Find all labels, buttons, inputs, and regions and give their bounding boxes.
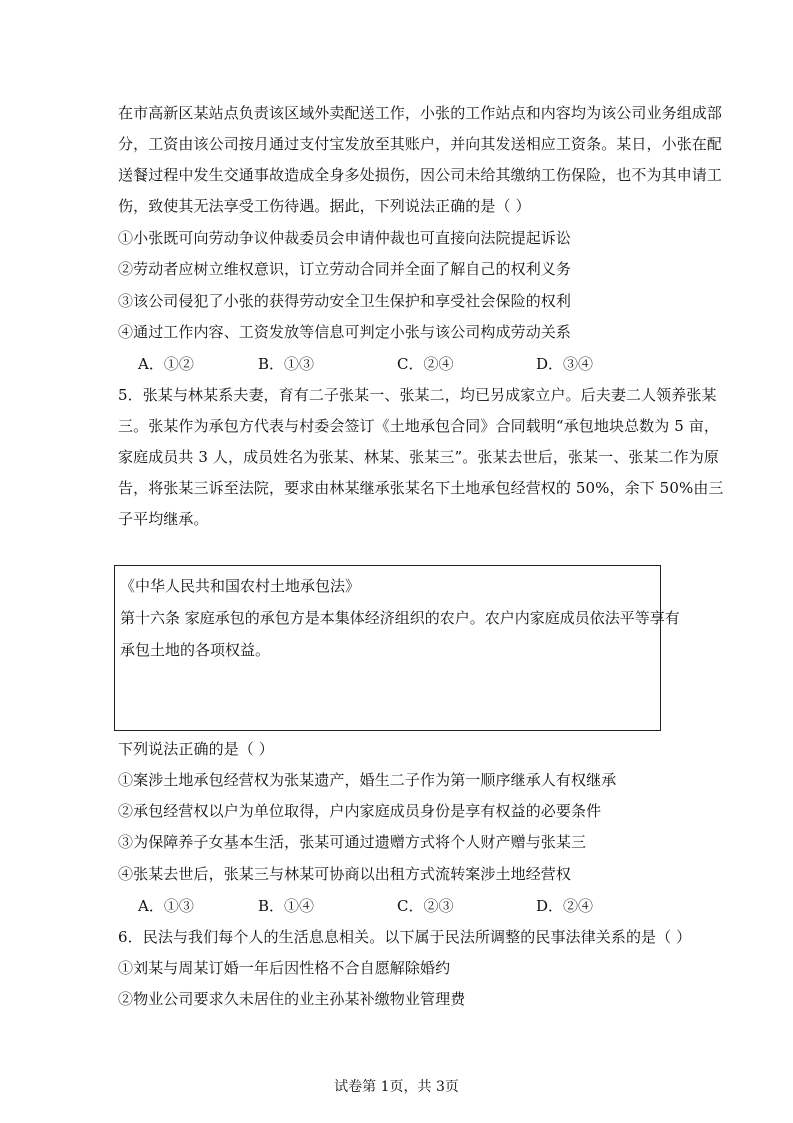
q5-option-d[interactable]: D．②④ <box>536 897 594 915</box>
q4-option-b[interactable]: B．①③ <box>258 355 315 373</box>
q4-item-2: ②劳动者应树立维权意识，订立劳动合同并全面了解自己的权利义务 <box>118 260 572 278</box>
q5-item-3: ③为保障养子女基本生活，张某可通过遗赠方式将个人财产赠与张某三 <box>118 833 587 851</box>
q4-options <box>118 354 678 374</box>
law-title: 《中华人民共和国农村土地承包法》 <box>120 577 361 595</box>
law-text-line-1: 第十六条 家庭承包的承包方是本集体经济组织的农户。农户内家庭成员依法平等享有 <box>120 609 680 627</box>
q5-item-1: ①案涉土地承包经营权为张某遗产，婚生二子作为第一顺序继承人有权继承 <box>118 771 617 789</box>
page-footer: 试卷第 1页，共 3页 <box>334 1079 459 1095</box>
q5-stem-line-3: 家庭成员共 3 人，成员姓名为张某、林某、张某三”。张某去世后，张某一、张某二作为原 <box>118 448 719 466</box>
q4-option-a[interactable]: A．①② <box>138 355 194 373</box>
q6-stem: 6．民法与我们每个人的生活息息相关。以下属于民法所调整的民事法律关系的是（ ） <box>118 928 692 946</box>
q5-item-2: ②承包经营权以户为单位取得，户内家庭成员身份是享有权益的必要条件 <box>118 802 602 820</box>
q4-stem-line-1: 在市高新区某站点负责该区域外卖配送工作，小张的工作站点和内容均为该公司业务组成部 <box>118 104 723 122</box>
q5-stem-line-1: 5．张某与林某系夫妻，育有二子张某一、张某二，均已另成家立户。后夫妻二人领养张某 <box>118 386 717 404</box>
q6-item-1: ①刘某与周某订婚一年后因性格不合自愿解除婚约 <box>118 959 451 977</box>
q5-stem-line-5: 子平均继承。 <box>118 510 209 528</box>
q5-option-c[interactable]: C．②③ <box>397 897 454 915</box>
q4-option-c[interactable]: C．②④ <box>397 355 454 373</box>
q4-stem-line-2: 分，工资由该公司按月通过支付宝发放至其账户，并向其发送相应工资条。某日，小张在配 <box>118 135 723 153</box>
law-excerpt-box <box>114 565 680 731</box>
q4-item-1: ①小张既可向劳动争议仲裁委员会申请仲裁也可直接向法院提起诉讼 <box>118 229 572 247</box>
q4-item-3: ③该公司侵犯了小张的获得劳动安全卫生保护和享受社会保险的权利 <box>118 292 572 310</box>
q5-stem-line-2: 三。张某作为承包方代表与村委会签订《土地承包合同》合同载明“承包地块总数为 5 亩， <box>118 417 719 435</box>
q5-question: 下列说法正确的是（ ） <box>118 740 274 758</box>
q4-item-4: ④通过工作内容、工资发放等信息可判定小张与该公司构成劳动关系 <box>118 323 572 341</box>
q5-options <box>118 896 678 916</box>
q5-option-b[interactable]: B．①④ <box>258 897 315 915</box>
q4-stem-line-3: 送餐过程中发生交通事故造成全身多处损伤，因公司未给其缴纳工伤保险，也不为其申请工 <box>118 166 723 184</box>
q5-stem-line-4: 告，将张某三诉至法院，要求由林某继承张某名下土地承包经营权的 50%，余下 50%由三 <box>118 479 724 497</box>
q6-item-2: ②物业公司要求久未居住的业主孙某补缴物业管理费 <box>118 990 466 1008</box>
q5-option-a[interactable]: A．①③ <box>138 897 194 915</box>
q4-stem-line-4: 伤，致使其无法享受工伤待遇。据此，下列说法正确的是（ ） <box>118 197 531 215</box>
q4-option-d[interactable]: D．③④ <box>536 355 594 373</box>
law-text-line-2: 承包土地的各项权益。 <box>120 641 271 659</box>
q5-item-4: ④张某去世后，张某三与林某可协商以出租方式流转案涉土地经营权 <box>118 865 572 883</box>
